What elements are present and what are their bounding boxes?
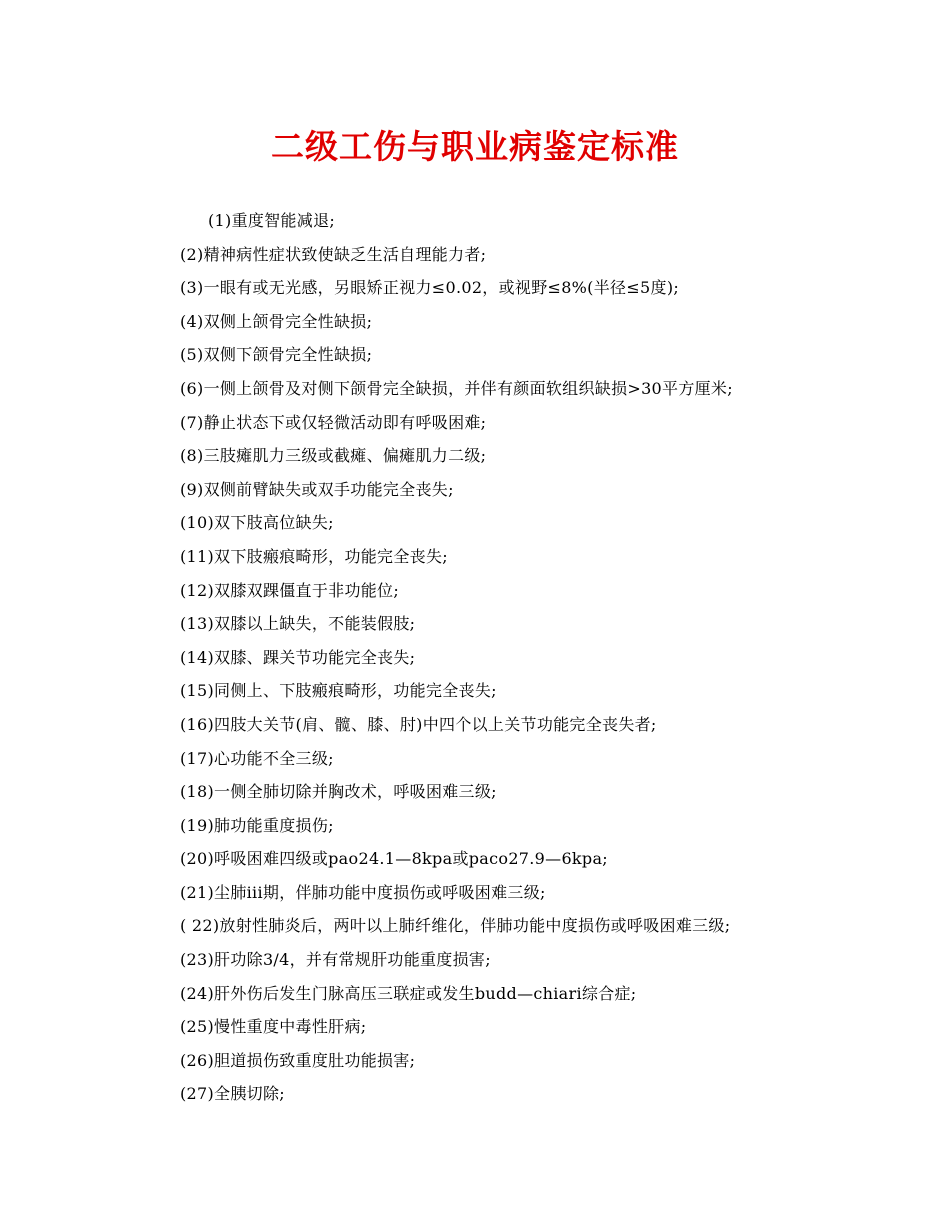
criteria-item: (18)一侧全肺切除并胸改术，呼吸困难三级; (180, 782, 497, 802)
criteria-list (180, 204, 920, 1111)
criteria-item: (9)双侧前臂缺失或双手功能完全丧失; (180, 479, 454, 499)
criteria-item: (13)双膝以上缺失，不能装假肢; (180, 614, 416, 634)
criteria-item: (19)肺功能重度损伤; (180, 815, 334, 835)
criteria-item: (14)双膝、踝关节功能完全丧失; (180, 647, 416, 667)
criteria-item: (16)四肢大关节(肩、髋、膝、肘)中四个以上关节功能完全丧失者; (180, 714, 657, 734)
criteria-item: (24)肝外伤后发生门脉高压三联症或发生budd—chiari综合症; (180, 983, 637, 1003)
criteria-item: (26)胆道损伤致重度肚功能损害; (180, 1050, 416, 1070)
criteria-item: (25)慢性重度中毒性肝病; (180, 1017, 367, 1037)
criteria-item: (4)双侧上颌骨完全性缺损; (180, 311, 373, 331)
criteria-item: (12)双膝双踝僵直于非功能位; (180, 580, 400, 600)
criteria-item: (1)重度智能减退; (208, 211, 336, 230)
criteria-item: (21)尘肺iii期，伴肺功能中度损伤或呼吸困难三级; (180, 882, 546, 902)
criteria-item: (6)一侧上颌骨及对侧下颌骨完全缺损，并伴有颜面软组织缺损>30平方厘米; (180, 378, 733, 398)
criteria-item: (17)心功能不全三级; (180, 748, 334, 768)
criteria-item: (8)三肢瘫肌力三级或截瘫、偏瘫肌力二级; (180, 446, 487, 466)
criteria-item: (27)全胰切除; (180, 1084, 285, 1104)
criteria-item: (5)双侧下颌骨完全性缺损; (180, 345, 373, 365)
document-title: 二级工伤与职业病鉴定标准 (271, 127, 679, 166)
criteria-item: (23)肝功除3/4，并有常规肝功能重度损害; (180, 950, 491, 970)
criteria-item: (15)同侧上、下肢瘢痕畸形，功能完全丧失; (180, 681, 497, 701)
criteria-item: (2)精神病性症状致使缺乏生活自理能力者; (180, 244, 487, 264)
criteria-item: (11)双下肢瘢痕畸形，功能完全丧失; (180, 546, 448, 566)
criteria-item: ( 22)放射性肺炎后，两叶以上肺纤维化，伴肺功能中度损伤或呼吸困难三级; (180, 916, 731, 936)
criteria-item: (7)静止状态下或仅轻微活动即有呼吸困难; (180, 412, 487, 432)
criteria-item: (10)双下肢高位缺失; (180, 513, 334, 533)
criteria-item: (3)一眼有或无光感，另眼矫正视力≤0.02，或视野≤8%(半径≤5度); (180, 278, 680, 298)
criteria-item: (20)呼吸困难四级或pao24.1—8kpa或paco27.9—6kpa; (180, 849, 608, 869)
